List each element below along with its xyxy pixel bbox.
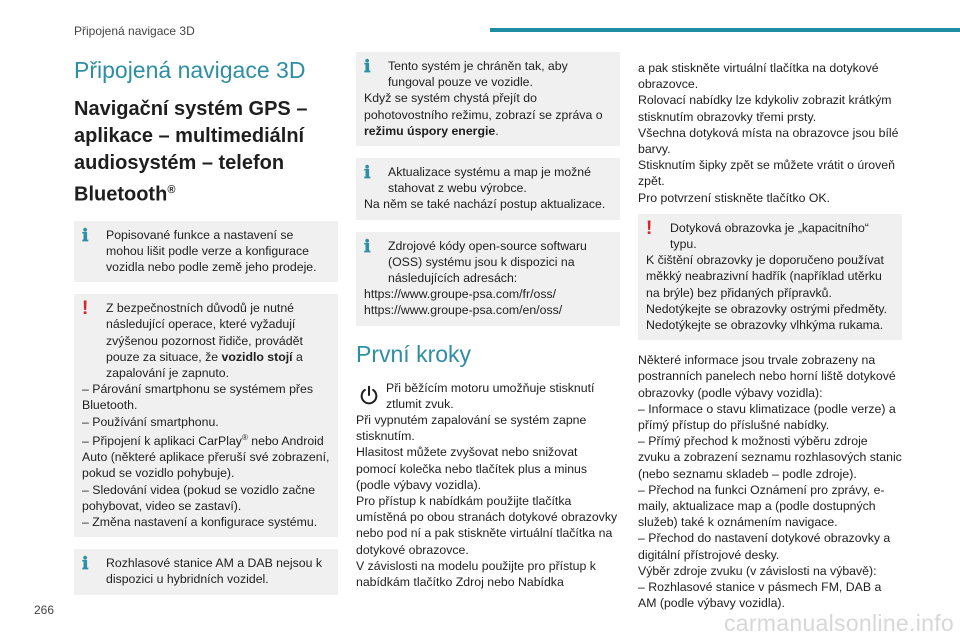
- note-text: Zdrojové kódy open-source softwaru (OSS) systému jsou k dispozici na následujících adresách:: [388, 238, 587, 286]
- info-icon: ℹ: [82, 225, 89, 245]
- text: .: [495, 123, 499, 138]
- list-item: – Změna nastavení a konfigurace systému.: [82, 515, 318, 529]
- note-text: Popisované funkce a nastavení se mohou lišit podle verze a konfigurace vozidla nebo podle země jeho prodeje.: [106, 227, 317, 275]
- info-icon: ℹ: [364, 163, 371, 183]
- paragraph: Výběr zdroje zvuku (v závislosti na výbavě):: [638, 563, 877, 578]
- note-text: Aktualizace systému a map je možné stahovat z webu výrobce.: [388, 165, 591, 196]
- bold-text: režimu úspory energie: [364, 123, 496, 138]
- paragraph: Při běžícím motoru umožňuje stisknutí ztlumit zvuk.: [386, 380, 595, 411]
- paragraph: Pro přístup k nabídkám použijte tlačítka umístěná po obou stranách dotykové obrazovky nebo pod ní a pak stiskněte virtuální tlačítka na dotykové obrazovce.: [356, 494, 618, 557]
- info-icon: ℹ: [82, 554, 89, 574]
- registered-mark: ®: [167, 184, 176, 196]
- url-text: https://www.groupe-psa.com/fr/oss/: [364, 287, 557, 302]
- note-text: [82, 300, 330, 381]
- info-note: [356, 158, 620, 220]
- list-item: – Přímý přechod k možnosti výběru zdroje zvuku a zobrazení seznamu rozhlasových stanic (nebo seznamu skladeb – podle zdroje).: [638, 434, 902, 481]
- bold-text: vozidlo stojí: [221, 349, 293, 364]
- paragraph: Při vypnutém zapalování se systém zapne stisknutím.: [356, 413, 587, 444]
- text: Z bezpečnostních důvodů je nutné následující operace, které vyžadují zvýšenou pozornost řidiče, provádět pouze za situace, že: [106, 301, 303, 364]
- column-3: [638, 60, 902, 612]
- note-text: [364, 90, 612, 139]
- paragraph: V závislosti na modelu použijte pro přístup k nabídkám tlačítko Zdroj nebo Nabídka: [356, 558, 596, 590]
- list-item: – Přechod na funkci Oznámení pro zprávy, e-maily, aktualizace map a (podle dostupných služeb) také k oznámením navigace.: [638, 482, 885, 530]
- warning-icon: !: [646, 217, 653, 239]
- list-item: – Rozhlasové stanice v pásmech FM, DAB a AM (podle výbavy vozidla).: [638, 580, 882, 611]
- note-text: K čištění obrazovky je doporučeno používat měkký neabrazivní hadřík (například utěrku na brýle) bez přidaných přípravků.: [646, 253, 884, 300]
- paragraph: Rolovací nabídky lze kdykoliv zobrazit krátkým stisknutím obrazovky třemi prsty.: [638, 93, 892, 124]
- column-2: [356, 52, 620, 590]
- note-text: Na něm se také nachází postup aktualizace.: [364, 197, 606, 212]
- info-note: [74, 549, 338, 594]
- info-note: [356, 232, 620, 326]
- list-item: – Informace o stavu klimatizace (podle verze) a přímý přístup do příslušné nabídky.: [638, 401, 896, 433]
- info-note: [74, 221, 338, 283]
- info-note: [356, 52, 620, 146]
- subtitle: [74, 96, 338, 209]
- power-icon: [358, 384, 380, 406]
- section-title: Připojená navigace 3D: [74, 57, 306, 83]
- warning-note: [74, 294, 338, 537]
- warning-icon: !: [82, 298, 89, 320]
- running-header: Připojená navigace 3D: [74, 24, 195, 38]
- paragraph: Stisknutím šipky zpět se můžete vrátit o úroveň zpět.: [638, 158, 895, 189]
- subtitle-text: Navigační systém GPS – aplikace – multimediální audiosystém – telefon Bluetooth: [74, 98, 308, 206]
- text: – Připojení k aplikaci CarPlay: [82, 433, 242, 448]
- paragraph: a pak stiskněte virtuální tlačítka na dotykové obrazovce.: [638, 61, 879, 92]
- list-item: – Párování smartphonu se systémem přes Bluetooth.: [82, 382, 314, 413]
- note-text: Nedotýkejte se obrazovky vlhkýma rukama.: [646, 318, 884, 333]
- info-icon: ℹ: [364, 57, 371, 76]
- warning-note: [638, 214, 902, 340]
- paragraph: Některé informace jsou trvale zobrazeny na postranních panelech nebo horní liště dotykové obrazovky (podle výbavy vozidla):: [638, 353, 896, 400]
- list-item: – Přechod do nastavení dotykové obrazovky a digitální přístrojové desky.: [638, 531, 891, 562]
- paragraph: Hlasitost můžete zvyšovat nebo snižovat pomocí kolečka nebo tlačítek plus a minus (podle výbavy vozidla).: [356, 445, 588, 492]
- text: nebo Android Auto (některé aplikace přeruší své zobrazení, pokud se vozidlo pohybuje).: [82, 433, 330, 481]
- note-text: Nedotýkejte se obrazovky ostrými předměty.: [646, 301, 888, 316]
- info-icon: ℹ: [364, 236, 371, 256]
- note-text: Dotyková obrazovka je „kapacitního“ typu.: [670, 220, 869, 252]
- header-accent-bar: [490, 28, 960, 32]
- list-item: – Používání smartphonu.: [82, 414, 219, 429]
- power-paragraph: [356, 380, 620, 412]
- note-text: Rozhlasové stanice AM a DAB nejsou k dispozici u hybridních vozidel.: [106, 556, 322, 587]
- list-item: [82, 430, 330, 482]
- paragraph: Pro potvrzení stiskněte tlačítko OK.: [638, 190, 831, 205]
- text: Když se systém chystá přejít do pohotovostního režimu, zobrazí se zpráva o: [364, 91, 603, 122]
- section-title: První kroky: [356, 340, 472, 367]
- column-1: [74, 52, 338, 607]
- watermark: carmanualsonline.info: [723, 610, 954, 636]
- page-number: 266: [34, 603, 55, 617]
- list-item: – Sledování videa (pokud se vozidlo začne pohybovat, video se zastaví).: [82, 482, 316, 513]
- note-text: Tento systém je chráněn tak, aby fungoval pouze ve vozidle.: [388, 59, 568, 90]
- url-text: https://www.groupe-psa.com/en/oss/: [364, 303, 563, 318]
- paragraph: Všechna dotyková místa na obrazovce jsou bílé barvy.: [638, 125, 899, 157]
- text: a zapalování je zapnuto.: [106, 349, 303, 381]
- registered-mark: ®: [241, 432, 248, 442]
